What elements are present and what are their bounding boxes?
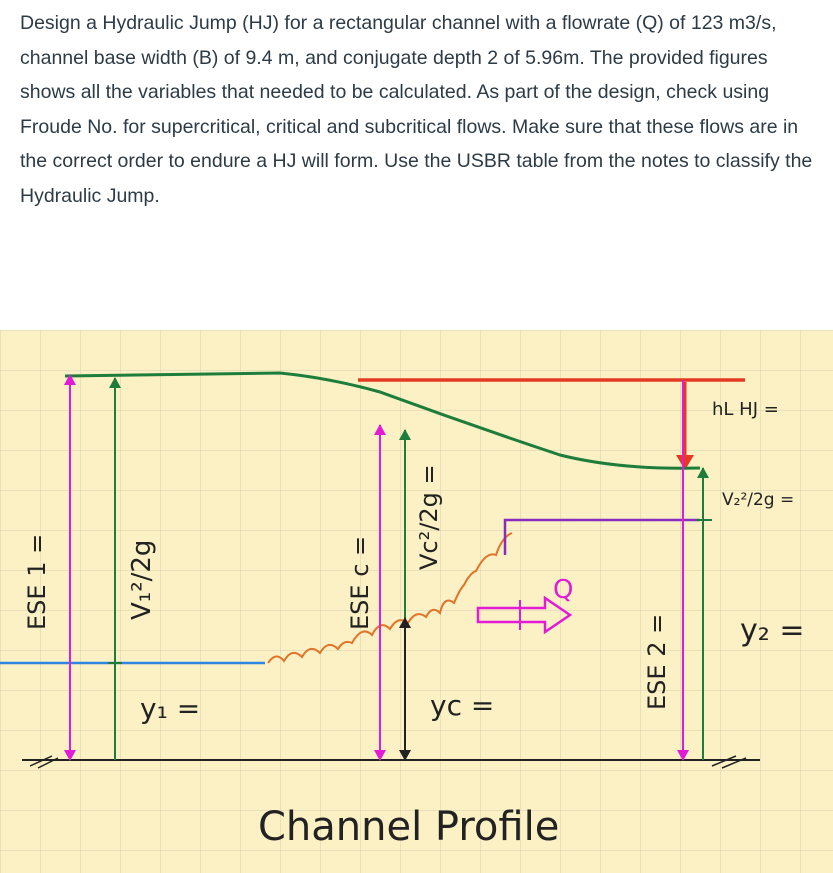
yc-label: yc =: [430, 689, 495, 722]
paper-grid: [0, 330, 833, 873]
channel-profile-sketch: [0, 330, 833, 873]
velocity-head-1-label: V₁²/2g: [127, 539, 157, 620]
y2-label: y₂ =: [740, 613, 805, 648]
head-loss-label: hL HJ =: [712, 399, 779, 420]
figure-title: Channel Profile: [258, 804, 560, 850]
esec-label: ESE c =: [346, 535, 374, 630]
ese2-label: ESE 2 =: [643, 613, 671, 710]
question-text: Design a Hydraulic Jump (HJ) for a rectangular channel with a flowrate (Q) of 123 m3/s, channel base width (B) of 9.4 m, and conjugate depth 2 of 5.96m. The provided figures shows all the variables that needed to be calculated. As part of the design, check using Froude No. for supercritical, critical and subcritical flows. Make sure that these flows are in the correct order to endure a HJ will form. Use the USBR table from the notes to classify the Hydraulic Jump.: [20, 12, 813, 207]
ese1-label: ESE 1 =: [23, 533, 51, 630]
velocity-head-2-label: V₂²/2g =: [722, 490, 795, 510]
velocity-head-c-label: Vc²/2g =: [415, 464, 443, 570]
channel-profile-figure: [0, 330, 833, 873]
y1-label: y₁ =: [140, 692, 201, 725]
question-text-block: [20, 6, 820, 213]
flow-label: Q: [553, 575, 574, 605]
